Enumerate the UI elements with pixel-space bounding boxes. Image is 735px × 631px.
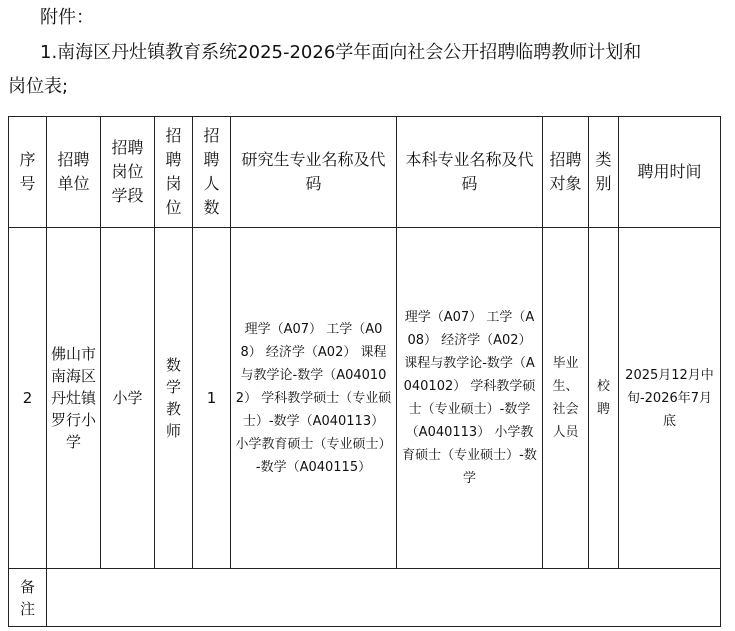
note-label: 备注	[9, 569, 47, 627]
note-value	[47, 569, 721, 627]
cell-seq: 2	[9, 228, 47, 569]
cell-bach-major: 理学（A07） 工学（A08） 经济学（A02） 课程与教学论-数学（A040102） 学科教学硕士（专业硕士）-数学（A040113） 小学教育硕士（专业硕士）-数学	[397, 228, 543, 569]
header-category: 类别	[589, 117, 619, 228]
cell-post: 数学教师	[155, 228, 193, 569]
table-header-row	[9, 117, 721, 228]
cell-grad-major: 理学（A07） 工学（A08） 经济学（A02） 课程与教学论-数学（A040102） 学科教学硕士（专业硕士）-数学（A040113） 小学教育硕士（专业硕士）-数学（A040115）	[231, 228, 397, 569]
cell-period: 2025月12月中旬-2026年7月底	[619, 228, 721, 569]
header-seq: 序号	[9, 117, 47, 228]
cell-count: 1	[193, 228, 231, 569]
attachment-item-text-continued: 岗位表;	[8, 76, 69, 97]
cell-target: 毕业生、社会人员	[543, 228, 589, 569]
attachment-item-text: 1.南海区丹灶镇教育系统2025-2026学年面向社会公开招聘临聘教师计划和	[40, 42, 642, 63]
header-target: 招聘对象	[543, 117, 589, 228]
note-row	[9, 569, 721, 627]
recruitment-table	[8, 116, 721, 627]
header-period: 聘用时间	[619, 117, 721, 228]
header-grad-major: 研究生专业名称及代码	[231, 117, 397, 228]
header-post: 招聘岗位	[155, 117, 193, 228]
attachment-heading: 附件：	[40, 7, 94, 28]
header-stage: 招聘岗位学段	[101, 117, 155, 228]
header-bach-major: 本科专业名称及代码	[397, 117, 543, 228]
cell-unit: 佛山市南海区丹灶镇罗行小学	[47, 228, 101, 569]
cell-stage: 小学	[101, 228, 155, 569]
cell-category: 校聘	[589, 228, 619, 569]
table-row	[9, 228, 721, 569]
header-count: 招聘人数	[193, 117, 231, 228]
header-unit: 招聘单位	[47, 117, 101, 228]
